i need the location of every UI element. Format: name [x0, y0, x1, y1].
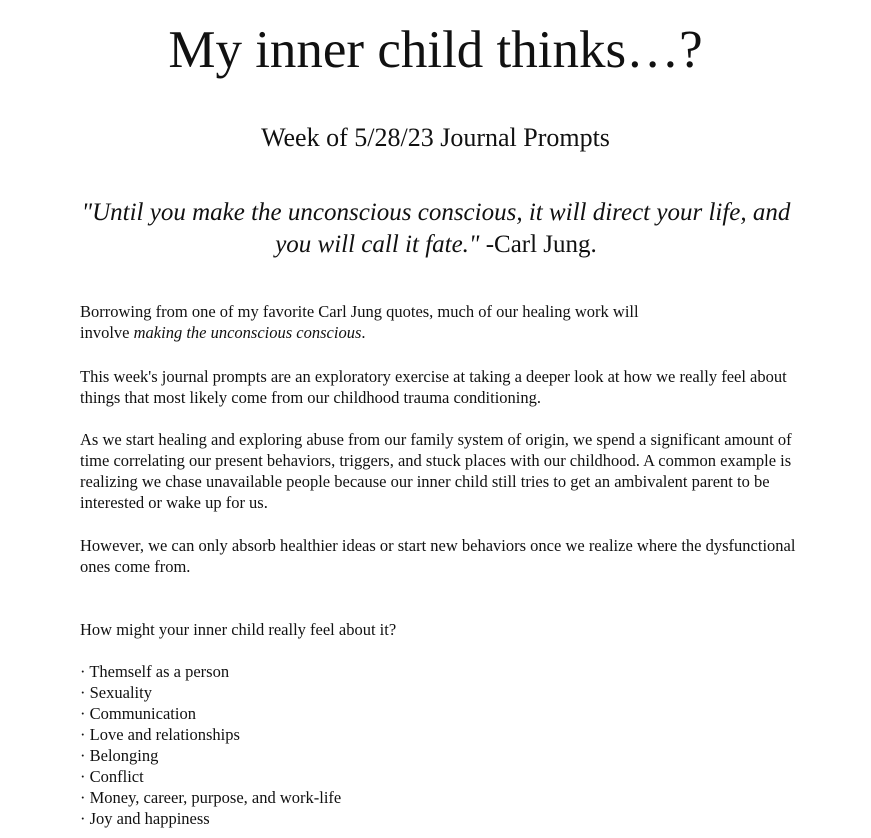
- page-subtitle: Week of 5/28/23 Journal Prompts: [261, 123, 610, 152]
- intro-emphasis: making the unconscious conscious: [133, 323, 362, 342]
- list-item: · Communication: [80, 704, 196, 723]
- exercise-paragraph: This week's journal prompts are an exploratory exercise at taking a deeper look at how we really feel about things that most likely come from our childhood trauma conditioning.: [80, 367, 787, 407]
- behaviors-paragraph: However, we can only absorb healthier ideas or start new behaviors once we realize where the dysfunctional ones come from.: [80, 536, 796, 576]
- list-item: · Sexuality: [80, 683, 152, 702]
- healing-paragraph: As we start healing and exploring abuse from our family system of origin, we spend a significant amount of time correlating our present behaviors, triggers, and stuck places with our childhood. A common example is realizing we chase unavailable people because our inner child still tries to get an ambivalent parent to be interested or wake up for us.: [80, 430, 792, 512]
- quote-attribution: -Carl Jung.: [479, 231, 597, 258]
- prompt-topic-list: [80, 661, 800, 829]
- quote-text: "Until you make the unconscious conscious, it will direct your life, and you will call it fate.": [81, 199, 791, 258]
- jung-quote: [80, 197, 792, 261]
- list-item: · Belonging: [80, 746, 159, 765]
- intro-line-2-suffix: .: [361, 323, 366, 342]
- intro-line-1: Borrowing from one of my favorite Carl Jung quotes, much of our healing work will: [80, 302, 639, 321]
- intro-line-2-prefix: involve: [80, 323, 134, 342]
- list-item: · Money, career, purpose, and work-life: [80, 788, 342, 807]
- page-title: My inner child thinks…?: [168, 21, 703, 79]
- intro-paragraph: [80, 301, 800, 343]
- list-item: · Joy and happiness: [80, 809, 210, 828]
- prompt-question: How might your inner child really feel about it?: [80, 620, 397, 639]
- list-item: · Conflict: [80, 767, 144, 786]
- list-item: · Themself as a person: [80, 662, 230, 681]
- list-item: · Love and relationships: [80, 725, 240, 744]
